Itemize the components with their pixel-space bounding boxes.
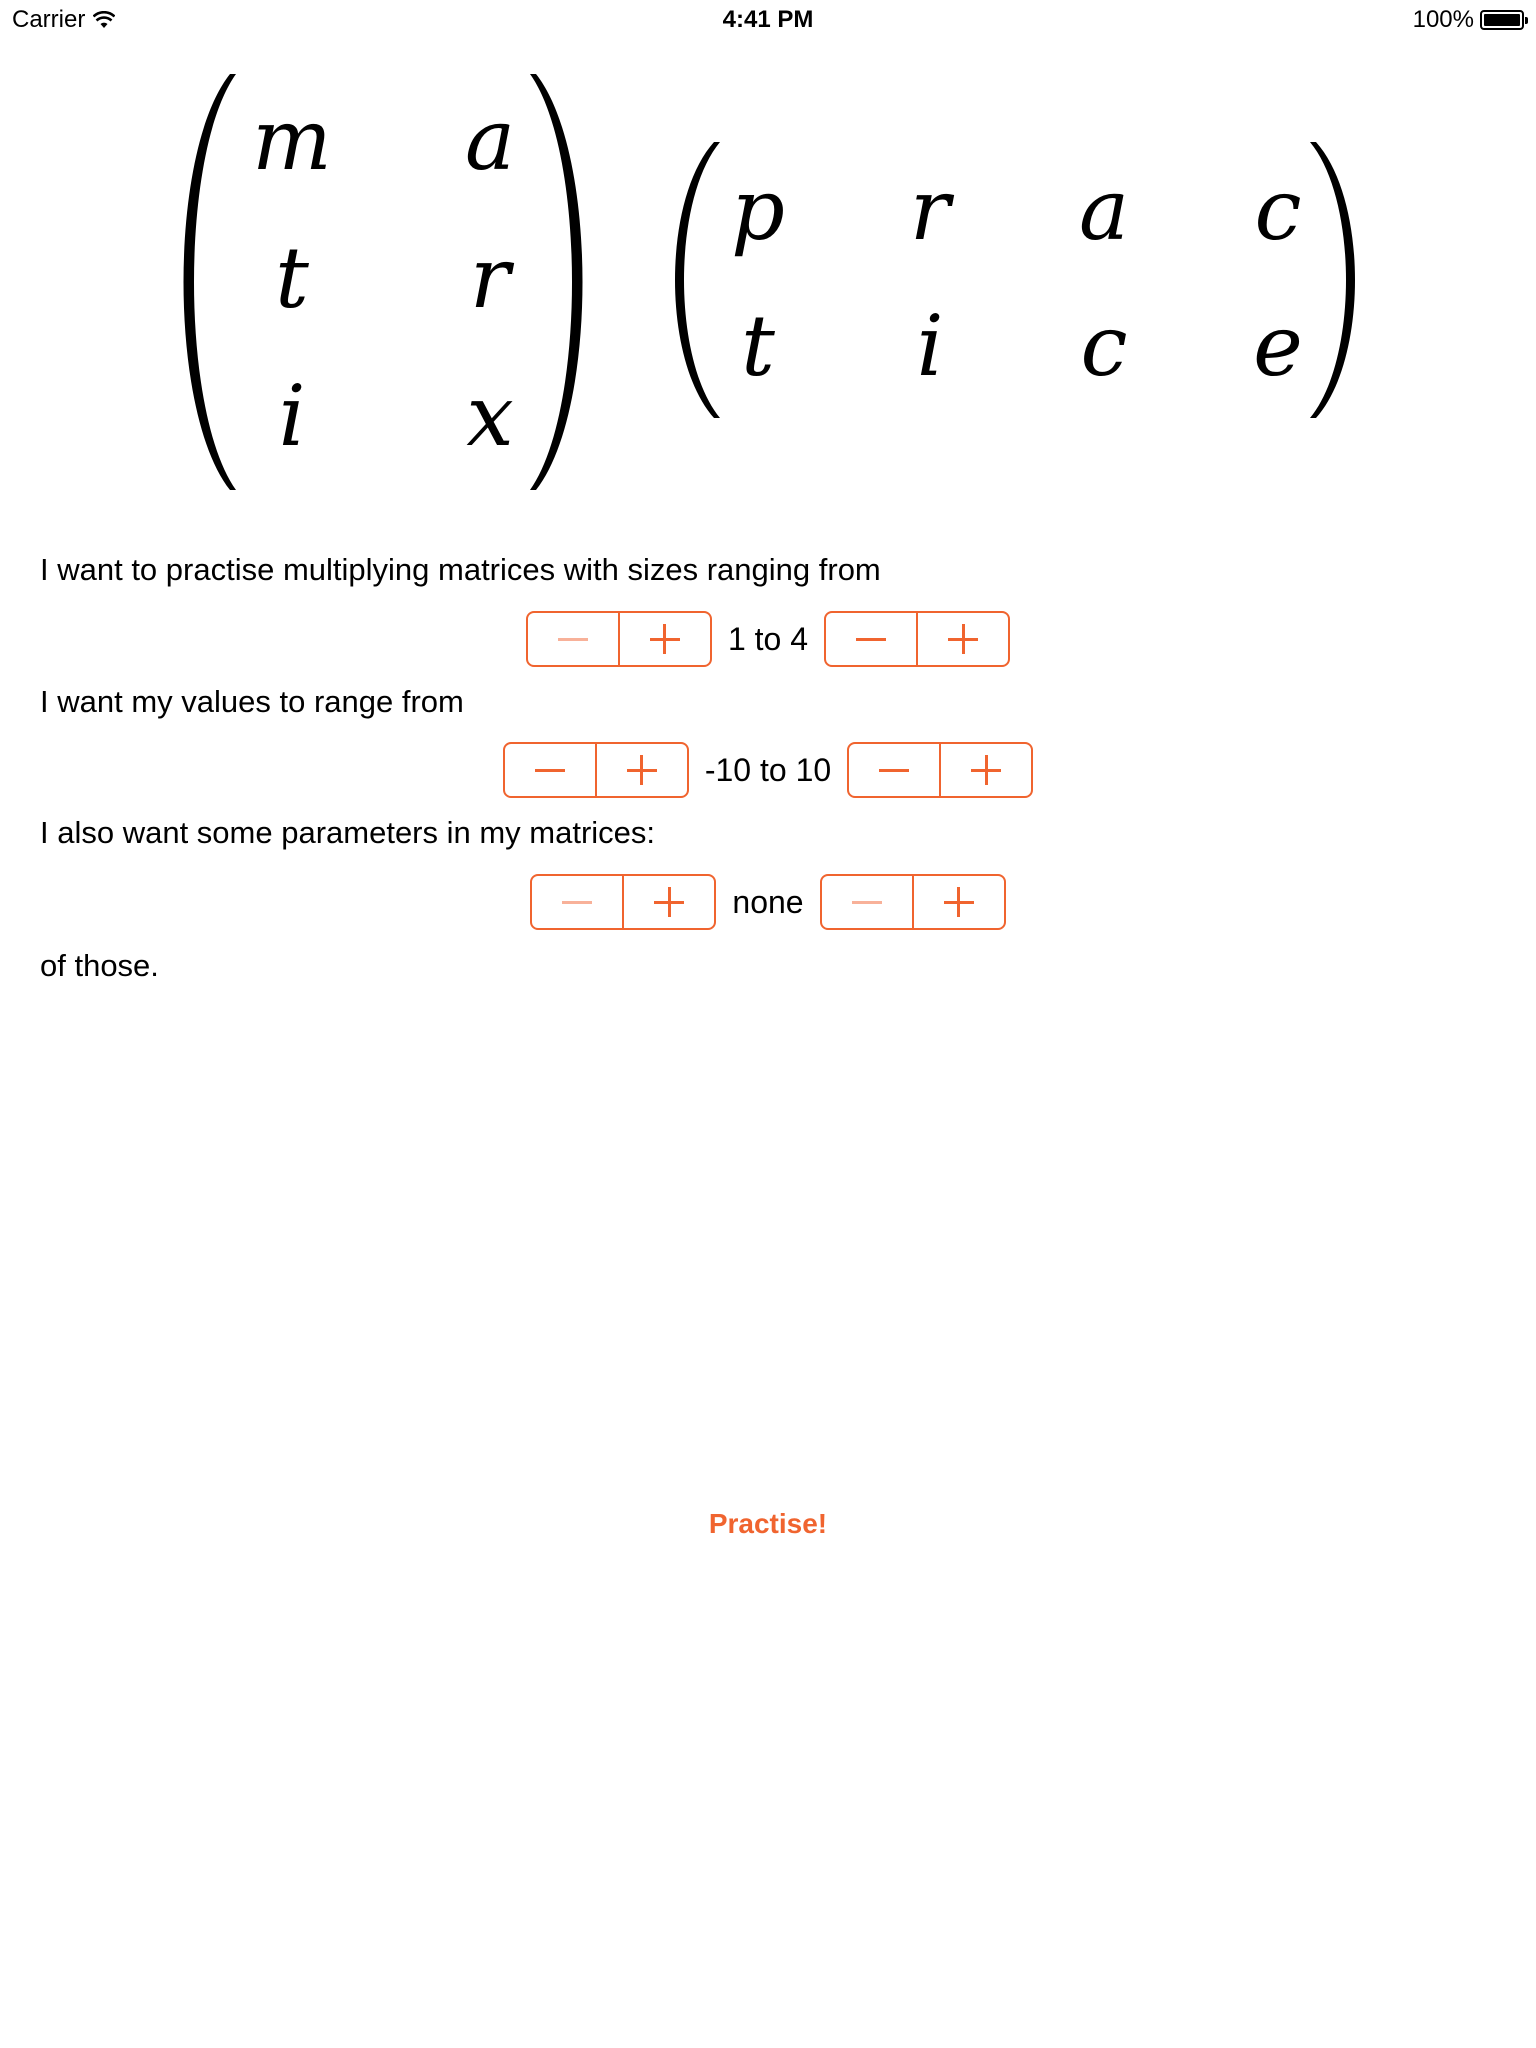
right-paren-icon — [526, 72, 596, 492]
carrier-label: Carrier — [12, 6, 86, 33]
right-paren-icon — [1306, 140, 1366, 420]
sizes-range-value: 1 to 4 — [727, 620, 809, 657]
values-sentence: I want my values to range from — [40, 684, 464, 719]
matrix-cell: r — [469, 229, 511, 327]
matrix-cell: i — [916, 297, 944, 395]
matrix-cell: a — [1078, 161, 1130, 259]
values-min-stepper[interactable] — [503, 742, 689, 798]
values-max-decrement-button[interactable] — [849, 744, 939, 796]
parameters-left-decrement-button[interactable] — [532, 876, 622, 928]
parameters-sentence: I also want some parameters in my matrices: — [40, 815, 656, 850]
minus-icon — [856, 638, 886, 641]
matrix-cell: x — [466, 367, 514, 465]
sizes-max-decrement-button[interactable] — [826, 613, 916, 665]
matrix-cell: r — [909, 161, 951, 259]
plus-icon — [650, 624, 680, 654]
plus-icon — [627, 755, 657, 785]
sizes-stepper-row — [0, 610, 1536, 668]
status-bar — [0, 0, 1536, 40]
values-min-decrement-button[interactable] — [505, 744, 595, 796]
matrix-cell: i — [278, 367, 306, 465]
left-paren-icon — [170, 72, 240, 492]
matrix-cell: p — [731, 161, 785, 259]
minus-icon — [535, 769, 565, 772]
sizes-max-increment-button[interactable] — [916, 613, 1008, 665]
matrix-cell: m — [252, 91, 332, 189]
values-range-value: -10 to 10 — [704, 751, 832, 788]
sizes-max-stepper[interactable] — [824, 611, 1010, 667]
parameters-left-stepper[interactable] — [530, 874, 716, 930]
status-time: 4:41 PM — [722, 6, 814, 33]
plus-icon — [654, 887, 684, 917]
values-max-increment-button[interactable] — [939, 744, 1031, 796]
plus-icon — [971, 755, 1001, 785]
minus-icon — [562, 901, 592, 904]
parameters-suffix: of those. — [40, 948, 159, 983]
sizes-min-stepper[interactable] — [526, 611, 712, 667]
matrix-cell: e — [1253, 297, 1303, 395]
battery-percent: 100% — [1412, 6, 1474, 33]
practise-button[interactable]: Practise! — [708, 1508, 828, 1539]
sizes-sentence: I want to practise multiplying matrices with sizes ranging from — [40, 552, 881, 587]
matrix-cell: c — [1080, 297, 1128, 395]
parameters-right-stepper[interactable] — [820, 874, 1006, 930]
matrix-cell: t — [275, 229, 309, 327]
parameters-right-decrement-button[interactable] — [822, 876, 912, 928]
parameters-left-increment-button[interactable] — [622, 876, 714, 928]
values-min-increment-button[interactable] — [595, 744, 687, 796]
parameters-stepper-row — [0, 873, 1536, 931]
values-max-stepper[interactable] — [847, 742, 1033, 798]
minus-icon — [879, 769, 909, 772]
plus-icon — [944, 887, 974, 917]
status-right — [1413, 6, 1524, 34]
sizes-min-decrement-button[interactable] — [528, 613, 618, 665]
parameters-value: none — [732, 883, 804, 920]
matrix-cell: a — [464, 91, 516, 189]
values-stepper-row — [0, 741, 1536, 799]
minus-icon — [558, 638, 588, 641]
plus-icon — [948, 624, 978, 654]
battery-icon — [1480, 10, 1524, 30]
left-paren-icon — [664, 140, 724, 420]
minus-icon — [852, 901, 882, 904]
parameters-right-increment-button[interactable] — [912, 876, 1004, 928]
matrix-cell: t — [741, 297, 775, 395]
matrix-cell: c — [1254, 161, 1302, 259]
sizes-min-increment-button[interactable] — [618, 613, 710, 665]
